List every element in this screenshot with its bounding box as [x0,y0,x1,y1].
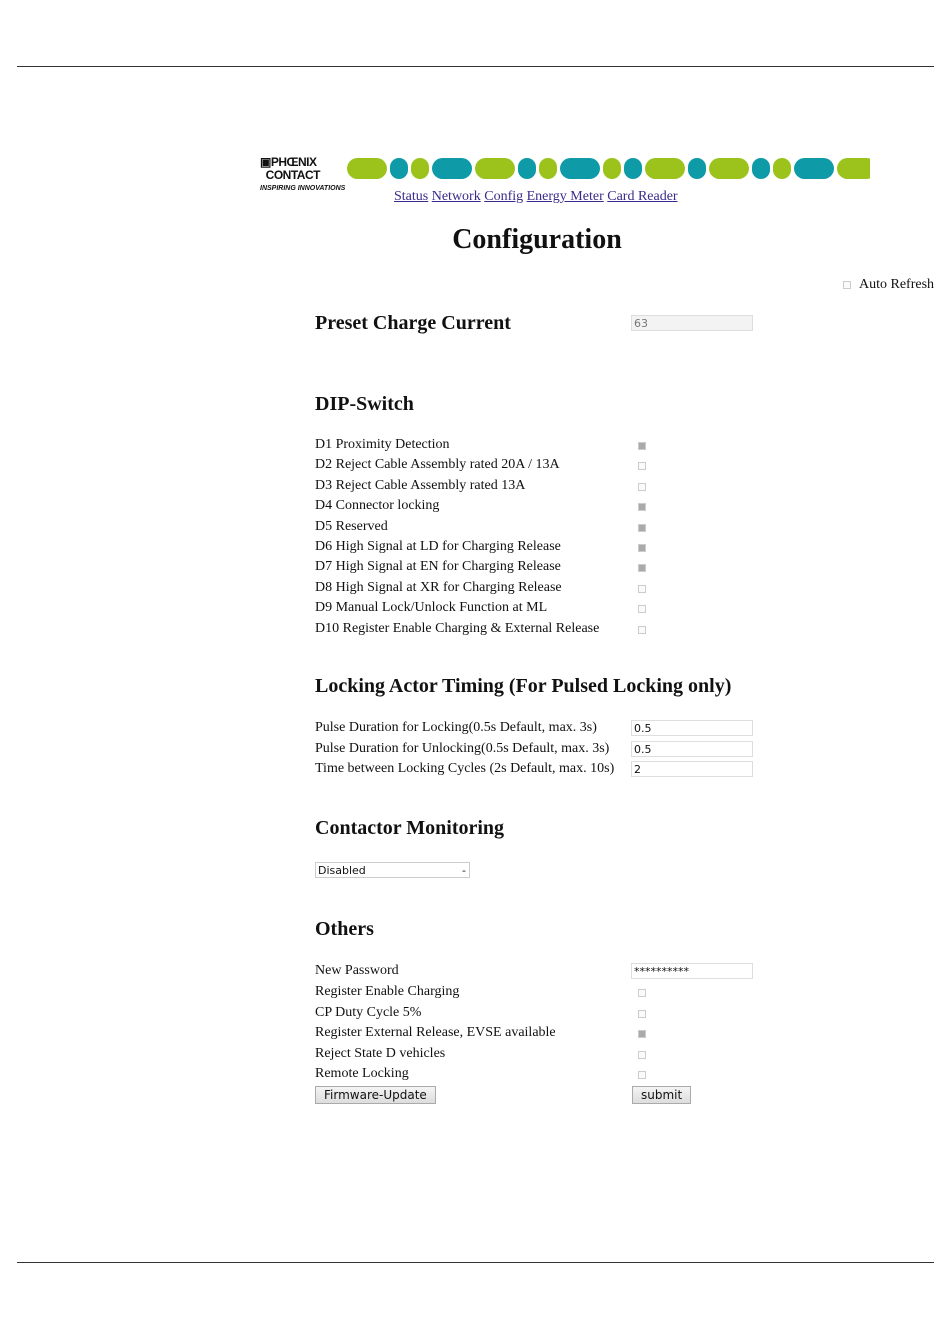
dip-label: D7 High Signal at EN for Charging Release [315,559,561,575]
lock-input[interactable]: 0.5 [631,720,753,736]
banner-dot [837,158,870,179]
banner-dot [709,158,749,179]
banner-dot [624,158,642,179]
others-checkbox[interactable] [638,1071,646,1079]
banner-dot [794,158,834,179]
lock-label: Pulse Duration for Locking(0.5s Default, max. 3s) [315,720,597,735]
dip-label: D1 Proximity Detection [315,437,450,452]
header-rule [17,66,934,67]
nav-link-config[interactable]: Config [484,189,524,204]
banner-dot [411,158,429,179]
nav-links [394,189,678,205]
dip-checkbox[interactable] [638,503,646,511]
banner-dot [773,158,791,179]
logo-line-2 [260,169,346,182]
logo-tagline: INSPIRING INNOVATIONS [260,185,346,192]
phoenix-contact-logo [260,156,346,193]
dip-label: D4 Connector locking [315,498,440,514]
dip-label: D9 Manual Lock/Unlock Function at ML [315,600,548,616]
banner-dot [432,158,472,179]
dip-label: D5 Reserved [315,518,388,534]
dip-switch-heading: DIP-Switch [315,393,414,415]
logo-text-phoenix: PHŒNIX [270,155,317,169]
banner-dot [560,158,600,179]
banner-dot [603,158,621,179]
nav-link-network[interactable]: Network [431,189,481,204]
auto-refresh-label: Auto Refresh [859,277,935,292]
dip-checkbox[interactable] [638,442,646,450]
others-label: Register Enable Charging [315,984,460,999]
contactor-heading: Contactor Monitoring [315,817,505,839]
logo-line-1: ▣PHŒNIX [260,155,317,169]
others-checkbox[interactable] [638,1030,646,1038]
banner-dot [390,158,408,179]
dip-checkbox[interactable] [638,483,646,491]
nav-link-card-reader[interactable]: Card Reader [607,189,678,204]
dip-checkbox[interactable] [638,462,646,470]
submit-button[interactable]: submit [632,1086,691,1104]
nav-link-energy-meter[interactable]: Energy Meter [526,189,604,204]
footer-rule [17,1262,934,1263]
others-checkbox[interactable] [638,1051,646,1059]
dip-checkbox[interactable] [638,626,646,634]
others-heading: Others [315,918,374,940]
nav-link-status[interactable]: Status [394,189,429,204]
banner-dot [347,158,387,179]
dip-checkbox[interactable] [638,544,646,552]
others-checkbox[interactable] [638,1010,646,1018]
others-label: Register External Release, EVSE available [315,1025,556,1040]
banner-dot [645,158,685,179]
banner-dot [518,158,536,179]
dip-label: D2 Reject Cable Assembly rated 20A / 13A [315,457,560,473]
dip-label: D3 Reject Cable Assembly rated 13A [315,477,526,493]
dip-label: D10 Register Enable Charging & External Release [315,620,600,636]
preset-charge-current-input[interactable]: 63 [631,315,753,331]
banner-dot [475,158,515,179]
auto-refresh-checkbox[interactable] [843,281,851,289]
dip-label: D8 High Signal at XR for Charging Release [315,579,562,595]
dip-checkbox[interactable] [638,585,646,593]
lock-input[interactable]: 2 [631,761,753,777]
others-label: Remote Locking [315,1066,409,1081]
dip-label: D6 High Signal at LD for Charging Release [315,539,561,554]
locking-heading: Locking Actor Timing (For Pulsed Locking only) [315,675,732,697]
auto-refresh[interactable] [843,277,934,293]
banner-dot [688,158,706,179]
dip-checkbox[interactable] [638,605,646,613]
contactor-monitoring-select[interactable] [315,862,470,878]
others-label: CP Duty Cycle 5% [315,1004,422,1020]
lock-label: Time between Locking Cycles (2s Default, max. 10s) [315,761,615,776]
dropdown-arrow-icon: - [462,864,466,877]
dip-checkbox[interactable] [638,524,646,532]
logo-text-contact: CONTACT [265,168,320,182]
others-checkbox[interactable] [638,989,646,997]
banner-dot [752,158,770,179]
preset-heading: Preset Charge Current [315,312,511,334]
firmware-update-button[interactable]: Firmware-Update [315,1086,436,1104]
dip-checkbox[interactable] [638,564,646,572]
contactor-selected-value: Disabled [318,864,366,877]
banner-dot [539,158,557,179]
new-password-input[interactable]: ********** [631,963,753,979]
new-password-label: New Password [315,963,399,978]
others-label: Reject State D vehicles [315,1045,446,1061]
page-title: Configuration [452,224,622,255]
lock-label: Pulse Duration for Unlocking(0.5s Default, max. 3s) [315,740,610,756]
lock-input[interactable]: 0.5 [631,741,753,757]
decorative-banner [347,158,870,179]
